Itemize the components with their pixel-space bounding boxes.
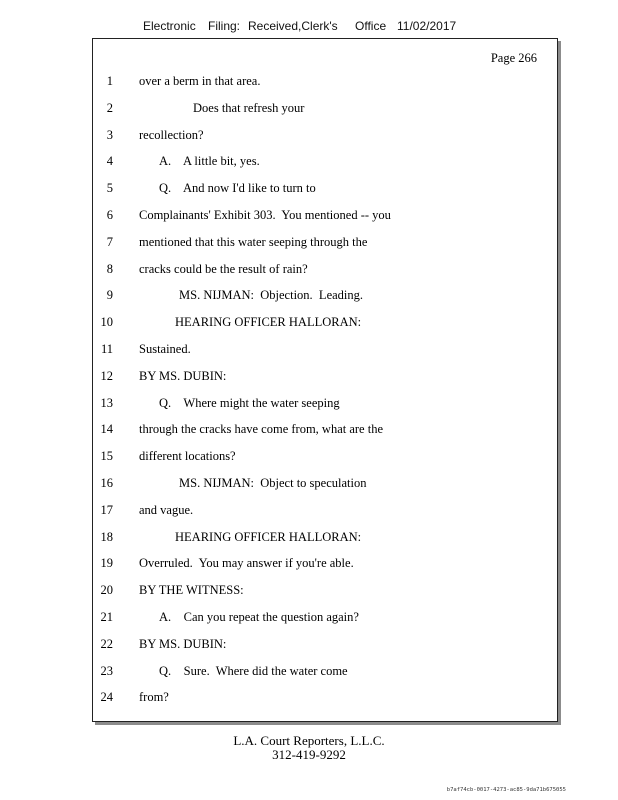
line-number: 10 bbox=[100, 315, 113, 330]
line-number: 2 bbox=[106, 100, 113, 115]
line-text: BY MS. DUBIN: bbox=[139, 636, 227, 651]
line-text: over a berm in that area. bbox=[139, 74, 261, 88]
line-number: 21 bbox=[100, 610, 113, 624]
line-text: HEARING OFFICER HALLORAN: bbox=[175, 315, 362, 330]
line-number: 17 bbox=[100, 502, 113, 517]
line-text: through the cracks have come from, what are the bbox=[139, 422, 383, 437]
line-number: 1 bbox=[106, 74, 113, 88]
transcript-line bbox=[93, 262, 557, 278]
header-electronic: Electronic bbox=[143, 19, 196, 33]
line-text: recollection? bbox=[139, 127, 204, 142]
transcript-line bbox=[93, 396, 557, 412]
line-number: 18 bbox=[100, 529, 113, 544]
line-text: Does that refresh your bbox=[193, 100, 305, 115]
line-text: A. Can you repeat the question again? bbox=[159, 610, 359, 624]
line-text: Q. Where might the water seeping bbox=[159, 395, 340, 410]
transcript-line bbox=[93, 181, 557, 197]
line-text: MS. NIJMAN: Objection. Leading. bbox=[179, 288, 364, 303]
line-number: 13 bbox=[100, 395, 113, 410]
line-number: 11 bbox=[100, 342, 113, 356]
line-number: 19 bbox=[100, 556, 113, 571]
line-text: Sustained. bbox=[139, 342, 191, 356]
transcript-line bbox=[93, 288, 557, 304]
transcript-line bbox=[93, 610, 557, 626]
line-number: 22 bbox=[100, 636, 113, 651]
line-number: 16 bbox=[100, 476, 113, 490]
header-filing: Filing: bbox=[208, 19, 241, 33]
transcript-line bbox=[93, 369, 557, 385]
transcript-line bbox=[93, 449, 557, 465]
line-text: HEARING OFFICER HALLORAN: bbox=[175, 529, 362, 544]
document-hash: b7af74cb-0017-4273-ac85-9da71b675055 bbox=[446, 787, 566, 793]
line-text: from? bbox=[139, 690, 169, 705]
line-text: Complainants' Exhibit 303. You mentioned -- you bbox=[139, 208, 391, 222]
line-text: and vague. bbox=[139, 502, 194, 517]
header-office: Office bbox=[355, 19, 387, 33]
line-number: 23 bbox=[100, 663, 113, 678]
page-number: Page 266 bbox=[490, 51, 537, 65]
line-number: 24 bbox=[100, 690, 113, 705]
line-text: BY MS. DUBIN: bbox=[139, 368, 227, 383]
line-number: 3 bbox=[106, 127, 113, 142]
line-text: A. A little bit, yes. bbox=[159, 154, 260, 169]
transcript-line bbox=[93, 530, 557, 546]
transcript-line bbox=[93, 315, 557, 331]
line-number: 9 bbox=[106, 288, 113, 303]
transcript-line bbox=[93, 128, 557, 144]
transcript-line bbox=[93, 637, 557, 653]
transcript-line bbox=[93, 556, 557, 572]
line-number: 20 bbox=[100, 583, 113, 598]
transcript-line bbox=[93, 664, 557, 680]
transcript-line bbox=[93, 101, 557, 117]
line-text: Overruled. You may answer if you're able. bbox=[139, 556, 354, 571]
transcript-line bbox=[93, 422, 557, 438]
line-number: 7 bbox=[106, 234, 113, 249]
line-text: Q. Sure. Where did the water come bbox=[159, 663, 348, 678]
line-number: 14 bbox=[100, 422, 113, 437]
line-number: 8 bbox=[106, 261, 113, 276]
transcript-line bbox=[93, 74, 557, 90]
transcript-page bbox=[92, 38, 558, 722]
line-text: different locations? bbox=[139, 449, 236, 464]
line-text: BY THE WITNESS: bbox=[139, 583, 244, 598]
transcript-line bbox=[93, 208, 557, 224]
header-received: Received,Clerk's bbox=[248, 19, 338, 33]
line-text: Q. And now I'd like to turn to bbox=[159, 181, 316, 196]
line-text: MS. NIJMAN: Object to speculation bbox=[179, 476, 367, 490]
transcript-line bbox=[93, 154, 557, 170]
line-number: 5 bbox=[106, 181, 113, 196]
transcript-line bbox=[93, 690, 557, 706]
transcript-line bbox=[93, 503, 557, 519]
line-text: cracks could be the result of rain? bbox=[139, 261, 308, 276]
reporter-name: L.A. Court Reporters, L.L.C. bbox=[233, 733, 385, 748]
line-number: 4 bbox=[106, 154, 113, 169]
line-number: 15 bbox=[100, 449, 113, 464]
line-number: 12 bbox=[100, 368, 113, 383]
line-number: 6 bbox=[106, 208, 113, 222]
transcript-line bbox=[93, 342, 557, 358]
transcript-line bbox=[93, 235, 557, 251]
transcript-line bbox=[93, 583, 557, 599]
header-date: 11/02/2017 bbox=[397, 19, 457, 33]
reporter-phone: 312-419-9292 bbox=[272, 747, 346, 762]
transcript-line bbox=[93, 476, 557, 492]
line-text: mentioned that this water seeping through the bbox=[139, 234, 368, 249]
filing-header bbox=[0, 19, 618, 37]
